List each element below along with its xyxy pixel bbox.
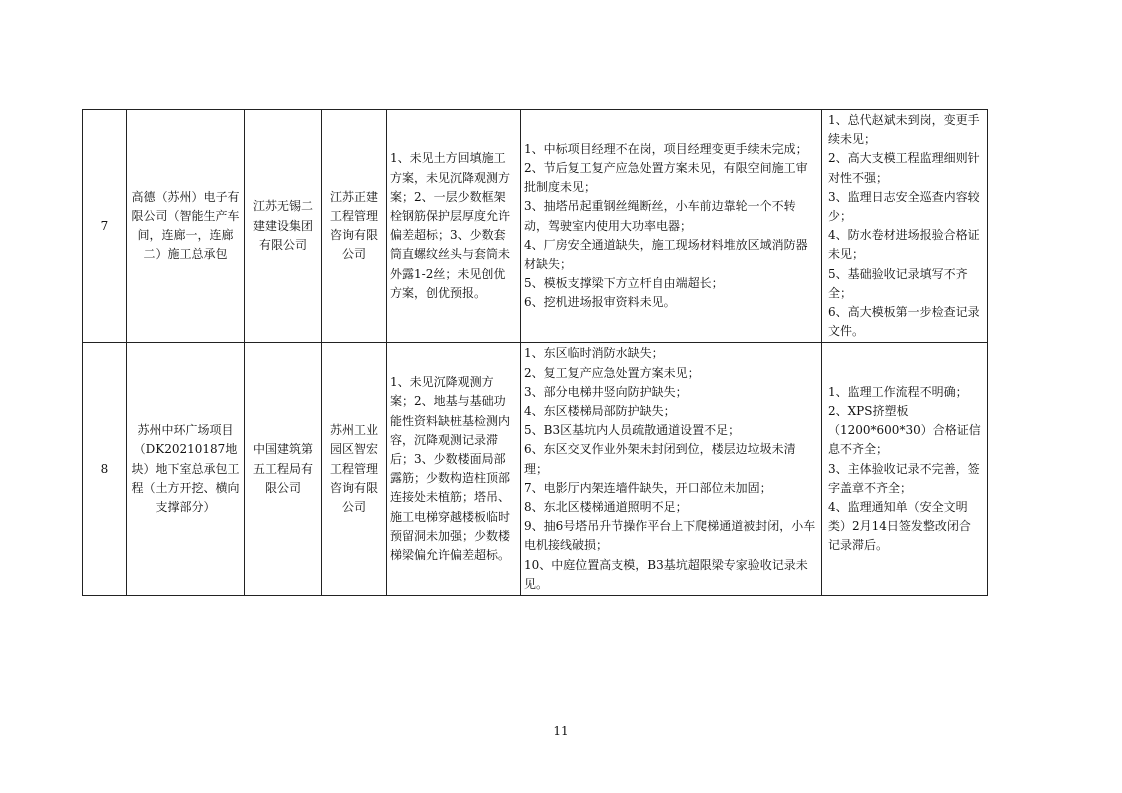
issue-line: 4、防水卷材进场报验合格证未见； [828,228,980,262]
supervisor-cell: 江苏正建工程管理咨询有限公司 [322,110,387,343]
contractor-cell: 中国建筑第五工程局有限公司 [245,343,322,596]
page-number: 11 [553,724,569,738]
safety-issues-cell [521,343,822,596]
issue-line: 5、模板支撑梁下方立杆自由端超长； [524,276,724,291]
issue-line: 6、东区交叉作业外架未封闭到位，楼层边垃圾未清理； [524,442,796,476]
issue-line: 7、电影厅内架连墙件缺失，开口部位未加固； [524,480,772,495]
issue-line: 4、东区楼梯局部防护缺失； [524,404,676,419]
row-number-cell: 8 [83,343,127,596]
issue-line: 10、中庭位置高支模，B3基坑超限梁专家验收记录未见。 [524,557,808,591]
issue-line: 1、东区临时消防水缺失； [524,346,664,361]
quality-issues-cell: 1、未见土方回填施工方案，未见沉降观测方案；2、一层少数框架栓钢筋保护层厚度允许偏差超标；3、少数套筒直螺纹丝头与套筒未外露1-2丝；未见创优方案，创优预报。 [387,110,521,343]
issue-line: 2、XPS挤塑板（1200*600*30）合格证信息不齐全； [828,404,981,457]
issue-line: 1、总代赵斌未到岗，变更手续未见； [828,113,980,147]
row-number-cell: 7 [83,110,127,343]
issue-line: 3、主体验收记录不完善，签字盖章不齐全； [828,461,980,495]
issue-line: 1、监理工作流程不明确； [828,384,968,399]
issue-line: 8、东北区楼梯通道照明不足； [524,500,688,515]
project-name-cell: 苏州中环广场项目（DK20210187地块）地下室总承包工程（土方开挖、横向支撑部分） [127,343,245,596]
safety-issues-cell [521,110,822,343]
issue-line: 5、基础验收记录填写不齐全； [828,266,968,300]
inspection-table [82,109,988,596]
issue-line: 1、中标项目经理不在岗，项目经理变更手续未完成； [524,141,808,156]
quality-issues-cell: 1、未见沉降观测方案；2、地基与基础功能性资料缺桩基检测内容，沉降观测记录滞后；3、少数楼面局部露筋；少数构造柱顶部连接处未植筋；塔吊、施工电梯穿越楼板临时预留洞未加强；少数楼梯梁偏允许偏差超标。 [387,343,521,596]
issue-line: 6、高大模板第一步检查记录文件。 [828,305,980,339]
issue-line: 5、B3区基坑内人员疏散通道设置不足； [524,423,741,438]
issue-line: 2、高大支模工程监理细则针对性不强； [828,151,980,185]
issue-line: 3、部分电梯井竖向防护缺失； [524,384,688,399]
contractor-cell: 江苏无锡二建建设集团有限公司 [245,110,322,343]
issue-line: 3、监理日志安全巡查内容较少； [828,189,980,224]
issue-line: 9、抽6号塔吊升节操作平台上下爬梯通道被封闭，小车电机接线破损； [524,519,816,553]
supervision-issues-cell [822,110,988,343]
issue-line: 6、挖机进场报审资料未见。 [524,295,676,310]
supervisor-cell: 苏州工业园区智宏工程管理咨询有限公司 [322,343,387,596]
issue-line: 4、厂房安全通道缺失，施工现场材料堆放区域消防器材缺失； [524,237,808,272]
issue-line: 3、抽塔吊起重钢丝绳断丝，小车前边靠轮一个不转动，驾驶室内使用大功率电器； [524,199,796,233]
project-name-cell: 高德（苏州）电子有限公司（智能生产车间，连廊一，连廊二）施工总承包 [127,110,245,343]
table-row [83,110,988,343]
issue-line: 2、复工复产应急处置方案未见； [524,365,700,380]
table-row [83,343,988,596]
supervision-issues-cell [822,343,988,596]
issue-line: 4、监理通知单（安全文明类）2月14日签发整改闭合记录滞后。 [828,500,971,553]
issue-line: 2、节后复工复产应急处置方案未见，有限空间施工审批制度未见； [524,161,808,195]
